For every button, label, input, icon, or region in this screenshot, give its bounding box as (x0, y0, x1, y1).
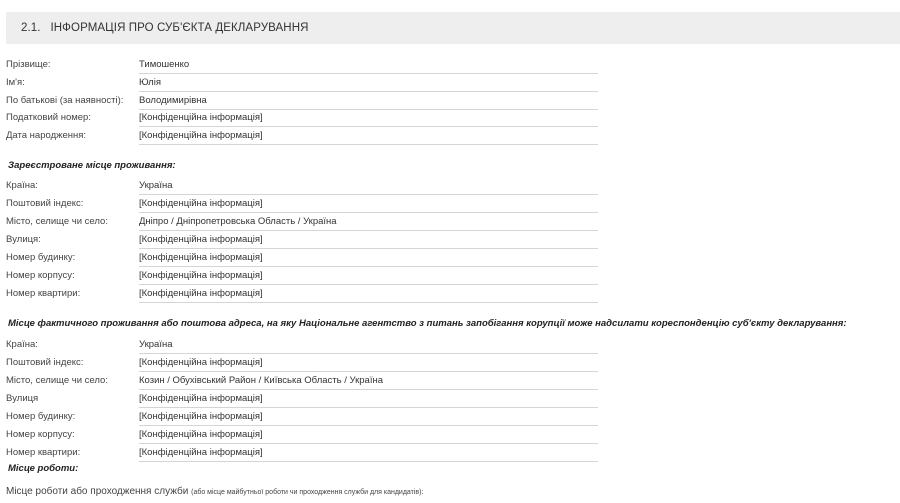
work-place-line (6, 486, 423, 497)
field-label: Поштовий індекс: (6, 198, 84, 209)
field-label: Номер будинку: (6, 252, 76, 263)
field-value: Юлія (139, 75, 598, 92)
field-value: [Конфіденційна інформація] (139, 110, 598, 127)
section-title (21, 22, 309, 34)
field-value: [Конфіденційна інформація] (139, 232, 598, 249)
field-value: [Конфіденційна інформація] (139, 409, 598, 426)
field-value: [Конфіденційна інформація] (139, 355, 598, 372)
field-label: Дата народження: (6, 130, 87, 141)
field-label: Вулиця: (6, 234, 41, 245)
field-value: [Конфіденційна інформація] (139, 445, 598, 462)
field-value: [Конфіденційна інформація] (139, 427, 598, 444)
work-place-note: (або місце майбутньої роботи чи проходження служби для кандидатів): (191, 489, 424, 496)
field-label: Номер корпусу: (6, 429, 75, 440)
field-value: Тимошенко (139, 57, 598, 74)
section-title-text: ІНФОРМАЦІЯ ПРО СУБ'ЄКТА ДЕКЛАРУВАННЯ (50, 22, 309, 34)
field-value: Україна (139, 337, 598, 354)
field-value: Володимирівна (139, 93, 598, 110)
work-place-label: Місце роботи або проходження служби (6, 486, 189, 497)
field-label: Поштовий індекс: (6, 357, 84, 368)
field-label: По батькові (за наявності): (6, 95, 124, 106)
field-label: Країна: (6, 339, 38, 350)
field-label: Номер квартири: (6, 447, 81, 458)
field-value: [Конфіденційна інформація] (139, 391, 598, 408)
actual-address-heading: Місце фактичного проживання або поштова адреса, на яку Національне агентство з питань запобігання корупції може надсилати кореспонденцію суб'єкту декларування: (8, 318, 847, 329)
field-value: Україна (139, 178, 598, 195)
section-header (6, 12, 900, 44)
field-value: [Конфіденційна інформація] (139, 286, 598, 303)
field-label: Місто, селище чи село: (6, 216, 108, 227)
field-label: Номер корпусу: (6, 270, 75, 281)
work-heading: Місце роботи: (8, 463, 79, 474)
section-number: 2.1. (21, 22, 41, 34)
registered-address-heading: Зареєстроване місце проживання: (8, 160, 176, 171)
field-value: [Конфіденційна інформація] (139, 196, 598, 213)
field-label: Країна: (6, 180, 38, 191)
field-value: Козин / Обухівський Район / Київська Область / Україна (139, 373, 598, 390)
field-value: [Конфіденційна інформація] (139, 250, 598, 267)
field-value: Дніпро / Дніпропетровська Область / Україна (139, 214, 598, 231)
field-label: Ім'я: (6, 77, 25, 88)
field-label: Місто, селище чи село: (6, 375, 108, 386)
field-value: [Конфіденційна інформація] (139, 268, 598, 285)
field-value: [Конфіденційна інформація] (139, 128, 598, 145)
field-label: Вулиця (6, 393, 39, 404)
field-label: Номер квартири: (6, 288, 81, 299)
field-label: Прізвище: (6, 59, 51, 70)
field-label: Номер будинку: (6, 411, 76, 422)
field-label: Податковий номер: (6, 112, 91, 123)
